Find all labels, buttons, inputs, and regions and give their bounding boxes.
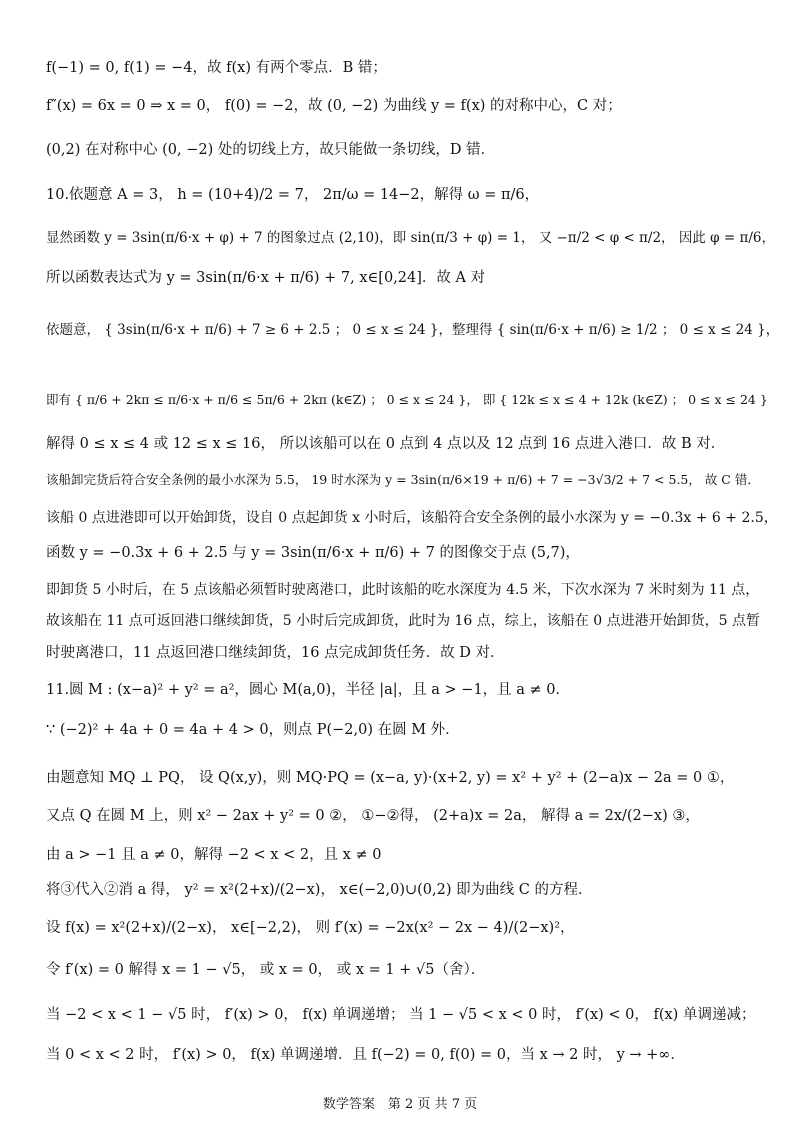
solution-line: 函数 y = −0.3x + 6 + 2.5 与 y = 3sin(π/6·x + π/6) + 7 的图像交于点 (5,7)， (46, 545, 580, 561)
solution-line: 显然函数 y = 3sin(π/6·x + φ) + 7 的图象过点 (2,10)，即 sin(π/3 + φ) = 1， 又 −π/2 < φ < π/2， 因此 φ = π/6， (46, 230, 775, 246)
solution-line: 即卸货 5 小时后，在 5 点该船必须暂时驶离港口，此时该船的吃水深度为 4.5 米，下次水深为 7 米时刻为 11 点， (46, 582, 760, 598)
solution-line: f(−1) = 0, f(1) = −4，故 f(x) 有两个零点．B 错； (46, 60, 387, 76)
solution-line: 将③代入②消 a 得， y² = x²(2+x)/(2−x)， x∈(−2,0)∪(0,2) 即为曲线 C 的方程． (46, 882, 593, 898)
solution-line: 该船卸完货后符合安全条例的最小水深为 5.5， 19 时水深为 y = 3sin(π/6×19 + π/6) + 7 = −3√3/2 + 7 < 5.5， 故 C 错． (46, 472, 760, 487)
solution-line: (0,2) 在对称中心 (0, −2) 处的切线上方，故只能做一条切线，D 错． (46, 142, 496, 158)
solution-line: 所以函数表达式为 y = 3sin(π/6·x + π/6) + 7, x∈[0,24]．故 A 对 (46, 270, 486, 286)
solution-line: 解得 0 ≤ x ≤ 4 或 12 ≤ x ≤ 16， 所以该船可以在 0 点到 4 点以及 12 点到 16 点进入港口．故 B 对． (46, 436, 726, 452)
solution-line: 时驶离港口，11 点返回港口继续卸货，16 点完成卸货任务．故 D 对． (46, 645, 505, 661)
solution-line: 当 0 < x < 2 时， f′(x) > 0， f(x) 单调递增．且 f(−2) = 0, f(0) = 0，当 x → 2 时， y → +∞． (46, 1047, 685, 1063)
solution-line: 当 −2 < x < 1 − √5 时， f′(x) > 0， f(x) 单调递增； 当 1 − √5 < x < 0 时， f′(x) < 0， f(x) 单调递减； (46, 1007, 756, 1023)
solution-line: 令 f′(x) = 0 解得 x = 1 − √5， 或 x = 0， 或 x = 1 + √5（舍）． (46, 962, 486, 978)
solution-line: 由题意知 MQ ⊥ PQ， 设 Q(x,y)，则 MQ·PQ = (x−a, y)·(x+2, y) = x² + y² + (2−a)x − 2a = 0 ①， (46, 770, 735, 786)
solution-line: 10.依题意 A = 3， h = (10+4)/2 = 7， 2π/ω = 14−2，解得 ω = π/6， (46, 187, 540, 203)
solution-line: 故该船在 11 点可返回港口继续卸货，5 小时后完成卸货，此时为 16 点，综上，该船在 0 点进港开始卸货，5 点暂 (46, 613, 760, 629)
solution-line: 11.圆 M : (x−a)² + y² = a²，圆心 M(a,0)，半径 |a|，且 a > −1，且 a ≠ 0． (46, 682, 571, 698)
solution-line: f″(x) = 6x = 0 ⇒ x = 0， f(0) = −2，故 (0, −2) 为曲线 y = f(x) 的对称中心，C 对； (46, 98, 622, 114)
solution-line: 即有 { π/6 + 2kπ ≤ π/6·x + π/6 ≤ 5π/6 + 2kπ (k∈Z) ； 0 ≤ x ≤ 24 }， 即 { 12k ≤ x ≤ 4 + 12k (k∈Z) ； 0 ≤ x ≤ 24 } (46, 392, 768, 407)
solution-line: 依题意， { 3sin(π/6·x + π/6) + 7 ≥ 6 + 2.5 ； 0 ≤ x ≤ 24 }，整理得 { sin(π/6·x + π/6) ≥ 1/2 ； 0 ≤ x ≤ 24 }， (46, 322, 780, 338)
solution-line: 由 a > −1 且 a ≠ 0，解得 −2 < x < 2，且 x ≠ 0 (46, 847, 382, 863)
solution-line: 又点 Q 在圆 M 上，则 x² − 2ax + y² = 0 ②， ①−②得， (2+a)x = 2a， 解得 a = 2x/(2−x) ③， (46, 808, 700, 824)
page-footer: 数学答案 第 2 页 共 7 页 (322, 1097, 478, 1112)
solution-line: 该船 0 点进港即可以开始卸货，设自 0 点起卸货 x 小时后，该船符合安全条例的最小水深为 y = −0.3x + 6 + 2.5， (46, 510, 778, 526)
solution-line: 设 f(x) = x²(2+x)/(2−x)， x∈[−2,2)， 则 f′(x) = −2x(x² − 2x − 4)/(2−x)²， (46, 920, 575, 936)
solution-line: ∵ (−2)² + 4a + 0 = 4a + 4 > 0，则点 P(−2,0) 在圆 M 外． (46, 722, 460, 738)
